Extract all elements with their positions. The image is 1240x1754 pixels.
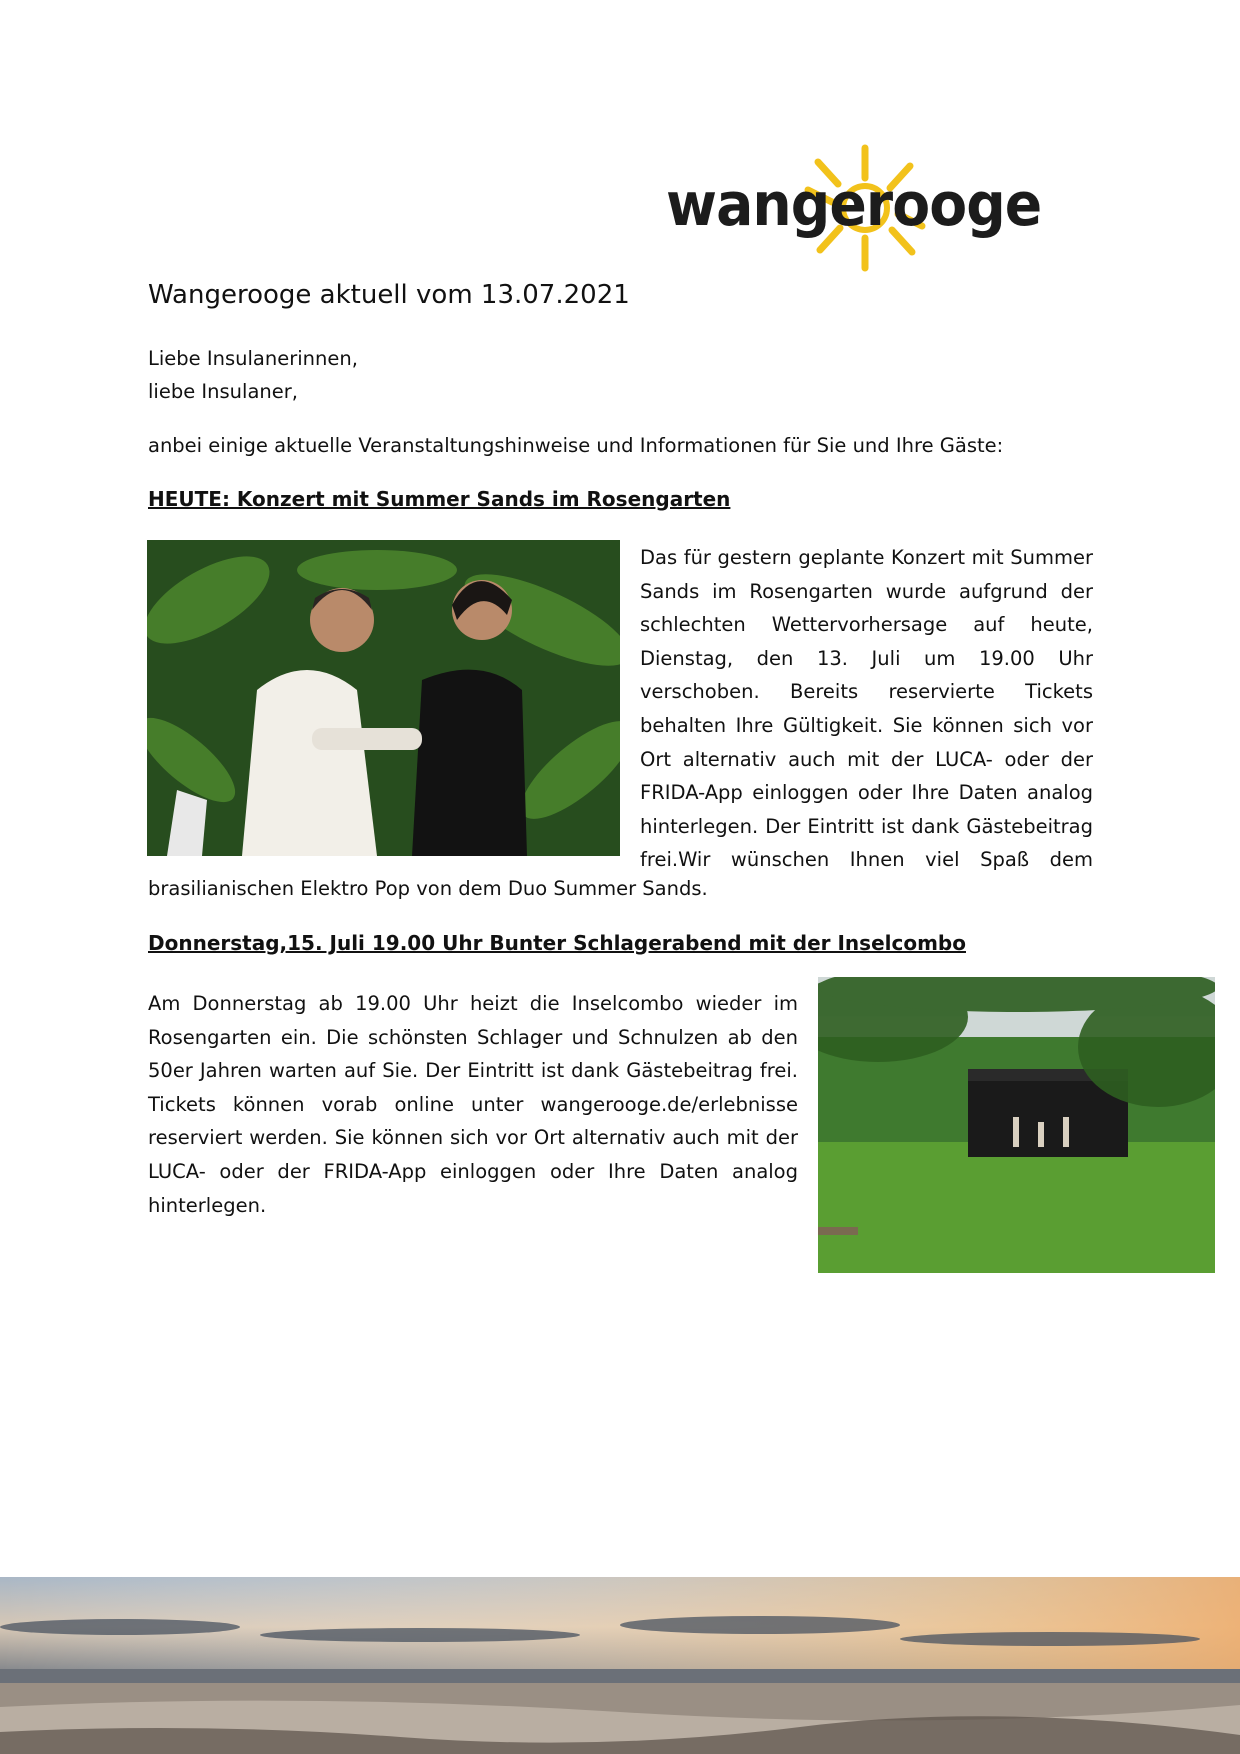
- section1-body: Das für gestern geplante Konzert mit Summer Sands im Rosengarten wurde aufgrund der schlechten Wettervorhersage auf heute, Dienstag, den 13. Juli um 19.00 Uhr verschoben. Bereits reservierte Tickets behalten Ihre Gültigkeit. Sie können sich vor Ort alternativ auch mit der LUCA- oder der FRIDA-App einloggen oder Ihre Daten analog hinterlegen. Der Eintritt ist dank Gästebeitrag frei.Wir wünschen Ihnen viel Spaß dem: [640, 546, 1093, 872]
- wangerooge-logo: [660, 140, 1042, 280]
- logo-wordmark: wangerooge: [666, 170, 1042, 240]
- section2-heading: Donnerstag,15. Juli 19.00 Uhr Bunter Schlagerabend mit der Inselcombo: [148, 931, 966, 955]
- page-title: Wangerooge aktuell vom 13.07.2021: [148, 280, 630, 310]
- section2-body: Am Donnerstag ab 19.00 Uhr heizt die Inselcombo wieder im Rosengarten ein. Die schönsten Schlager und Schnulzen ab den 50er Jahren warten auf Sie. Der Eintritt ist dank Gästebeitrag frei. Tickets können vorab online unter wangerooge.de/erlebnisse reserviert werden. Sie können sich vor Ort alternativ auch mit der LUCA- oder der FRIDA-App einloggen oder Ihre Daten analog hinterlegen.: [148, 992, 798, 1217]
- inselcombo-stage-photo: [818, 977, 1215, 1273]
- intro-paragraph: anbei einige aktuelle Veranstaltungshinweise und Informationen für Sie und Ihre Gäste:: [148, 434, 1004, 457]
- beach-sunset-banner: [0, 1577, 1240, 1754]
- section1-body-last-line: brasilianischen Elektro Pop von dem Duo Summer Sands.: [148, 877, 708, 900]
- greeting-line-1: Liebe Insulanerinnen,: [148, 347, 358, 370]
- greeting-line-2: liebe Insulaner,: [148, 380, 298, 403]
- summer-sands-duo-photo: [147, 540, 620, 856]
- section1-heading: HEUTE: Konzert mit Summer Sands im Rosengarten: [148, 487, 731, 511]
